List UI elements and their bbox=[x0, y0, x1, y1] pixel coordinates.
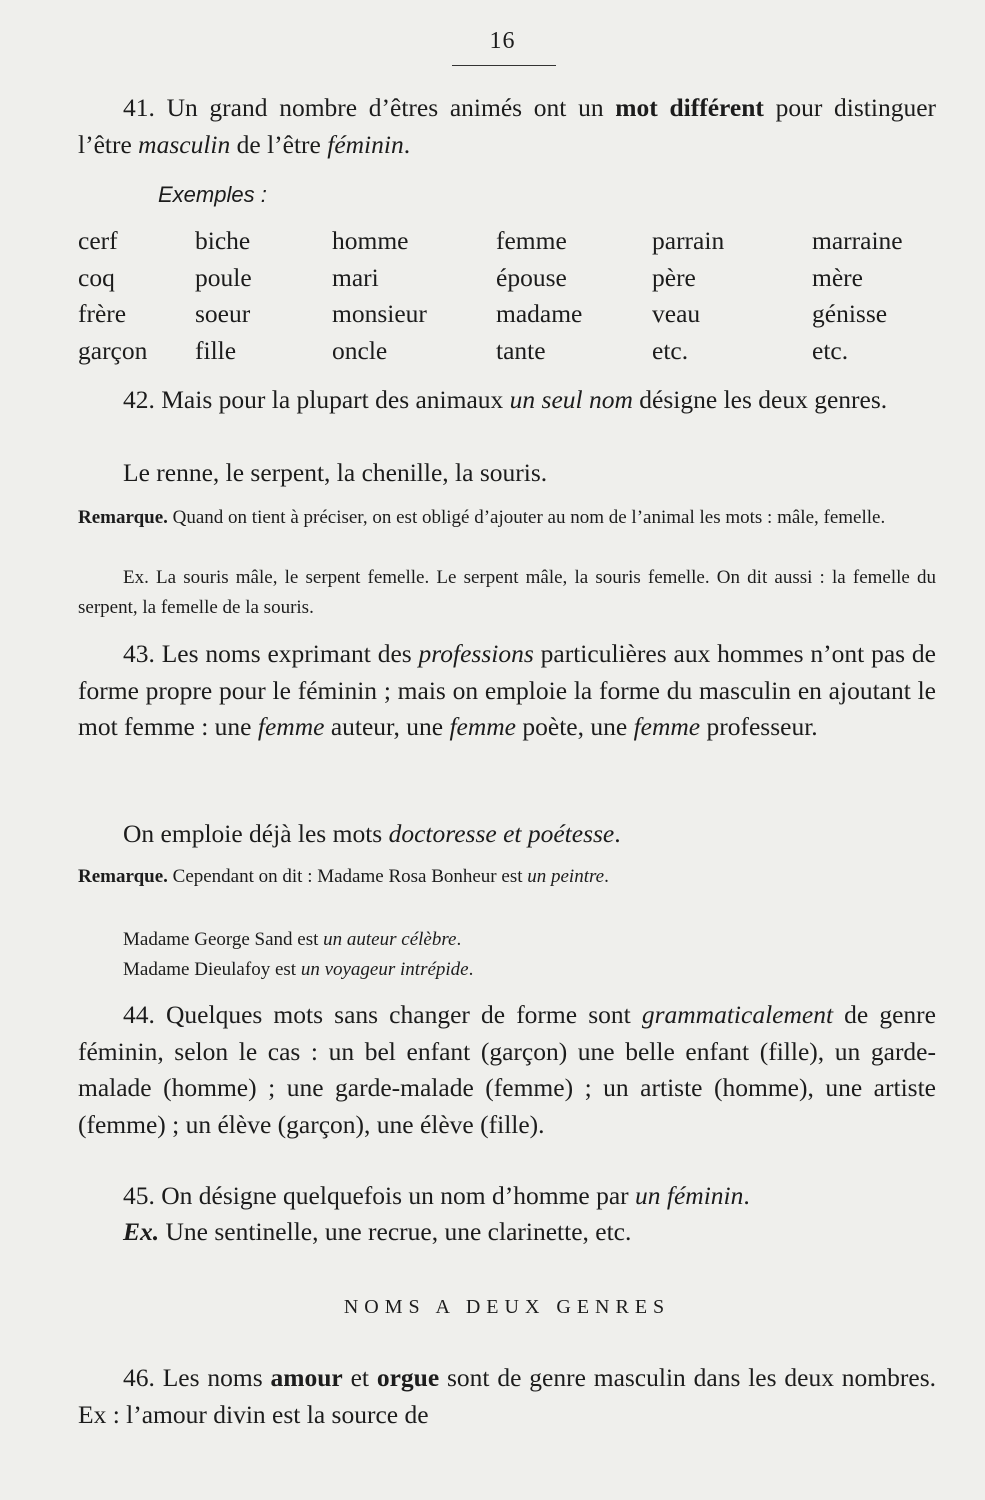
table-cell: cerf bbox=[78, 226, 118, 255]
table-cell: monsieur bbox=[332, 299, 427, 328]
table-cell: marraine bbox=[812, 226, 903, 255]
italic-term: grammaticalement bbox=[641, 1000, 834, 1029]
paragraph-number: 44. bbox=[123, 1000, 155, 1029]
italic-term: un auteur célèbre bbox=[323, 929, 457, 950]
italic-term: masculin bbox=[138, 129, 231, 159]
table-cell: etc. bbox=[812, 335, 849, 365]
table-cell: mère bbox=[812, 262, 863, 292]
page-number: 16 bbox=[489, 28, 516, 54]
table-cell: homme bbox=[332, 226, 409, 255]
italic-term: un peintre bbox=[527, 866, 605, 887]
paragraph-46: 46. Les noms amour et orgue sont de genre masculin dans les deux nombres. Ex : l’amour divin est la source de bbox=[78, 1363, 936, 1429]
remarque-2-example-2: Madame Dieulafoy est un voyageur intrépide. bbox=[123, 959, 474, 980]
table-row bbox=[78, 336, 938, 373]
table-cell: fille bbox=[195, 335, 237, 365]
bold-term: mot différent bbox=[615, 93, 764, 122]
examples-table bbox=[78, 226, 938, 372]
table-cell: madame bbox=[496, 299, 583, 328]
italic-term: un voyageur intrépide bbox=[300, 959, 469, 980]
examples-label: Exemples : bbox=[158, 182, 267, 207]
section-heading: NOMS A DEUX GENRES bbox=[343, 1296, 671, 1318]
remarque-2-example-1: Madame George Sand est un auteur célèbre. bbox=[123, 929, 462, 950]
table-cell: mari bbox=[332, 262, 379, 292]
table-row bbox=[78, 299, 938, 336]
table-cell: frère bbox=[78, 299, 127, 328]
italic-term: femme bbox=[633, 712, 701, 741]
table-cell: biche bbox=[195, 226, 251, 255]
paragraph-number: 41. bbox=[123, 93, 155, 122]
paragraph-45: 45. On désigne quelquefois un nom d’homme par un féminin. bbox=[123, 1181, 750, 1210]
table-cell: veau bbox=[652, 299, 701, 328]
italic-term: femme bbox=[257, 712, 325, 741]
table-cell: épouse bbox=[496, 262, 567, 292]
italic-term: féminin bbox=[327, 129, 404, 159]
table-cell: parrain bbox=[652, 226, 725, 255]
bold-term: orgue bbox=[376, 1363, 440, 1392]
paragraph-number: 46. bbox=[123, 1363, 155, 1392]
paragraph-43-note: On emploie déjà les mots doctoresse et poétesse. bbox=[123, 819, 621, 848]
remarque-label: Remarque. bbox=[78, 866, 168, 887]
paragraph-43: 43. Les noms exprimant des professions particulières aux hommes n’ont pas de forme propre pour le féminin ; mais on emploie la forme du masculin en ajoutant le mot femme : une femme auteur, une femme poète, une femme professeur. bbox=[78, 639, 936, 741]
paragraph-42: 42. Mais pour la plupart des animaux un seul nom désigne les deux genres. bbox=[123, 385, 888, 414]
page-number-rule bbox=[452, 65, 556, 66]
table-cell: femme bbox=[496, 226, 567, 255]
paragraph-42-examples: Le renne, le serpent, la chenille, la souris. bbox=[123, 458, 548, 487]
paragraph-number: 45. bbox=[123, 1181, 155, 1210]
table-cell: tante bbox=[496, 335, 546, 365]
italic-term: professions bbox=[418, 639, 534, 668]
table-cell: poule bbox=[195, 262, 252, 292]
table-cell: soeur bbox=[195, 299, 251, 328]
table-cell: père bbox=[652, 262, 696, 292]
paragraph-45-example: Ex. Une sentinelle, une recrue, une clarinette, etc. bbox=[123, 1217, 632, 1246]
table-row bbox=[78, 226, 938, 263]
paragraph-number: 43. bbox=[123, 639, 155, 668]
remarque-label: Remarque. bbox=[78, 507, 168, 528]
table-cell: oncle bbox=[332, 335, 388, 365]
table-cell: coq bbox=[78, 262, 115, 292]
paragraph-41: 41. Un grand nombre d’êtres animés ont un mot différent pour distinguer l’être masculin de l’être féminin. bbox=[78, 93, 937, 159]
table-cell: etc. bbox=[652, 335, 689, 365]
table-row bbox=[78, 263, 938, 300]
italic-term: doctoresse et poétesse bbox=[388, 819, 615, 848]
paragraph-44: 44. Quelques mots sans changer de forme sont grammaticalement de genre féminin, selon le cas : un bel enfant (garçon) une belle enfant (fille), un garde-malade (homme) ; une garde-malade (femme) ; un artiste (homme), une artiste (femme) ; un élève (garçon), une élève (fille). bbox=[78, 1000, 936, 1139]
italic-term: un seul nom bbox=[509, 385, 633, 414]
example-label: Ex. bbox=[123, 1217, 160, 1246]
italic-term: un féminin bbox=[635, 1181, 744, 1210]
remarque-1-example: Ex. La souris mâle, le serpent femelle. Le serpent mâle, la souris femelle. On dit aussi : la femelle du serpent, la femelle de la souris. bbox=[78, 567, 936, 618]
table-cell: garçon bbox=[78, 335, 148, 365]
table-cell: génisse bbox=[812, 299, 888, 328]
remarque-1: Remarque. Quand on tient à préciser, on est obligé d’ajouter au nom de l’animal les mots : mâle, femelle. bbox=[78, 507, 886, 528]
paragraph-number: 42. bbox=[123, 385, 155, 414]
remarque-2: Remarque. Cependant on dit : Madame Rosa Bonheur est un peintre. bbox=[78, 866, 609, 887]
italic-term: femme bbox=[449, 712, 517, 741]
bold-term: amour bbox=[270, 1363, 343, 1392]
